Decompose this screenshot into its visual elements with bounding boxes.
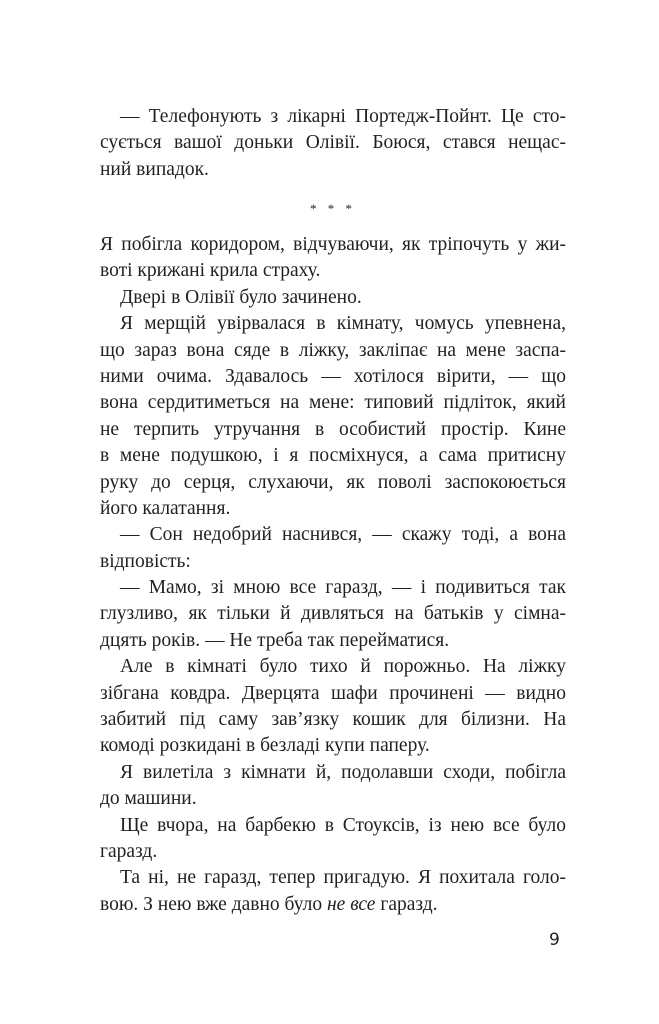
paragraph-block-phone-call: [100, 104, 566, 183]
text-line: забитий під саму зав’язку кошик для білизни. На: [100, 709, 566, 731]
text-line: зібгана ковдра. Дверцята шафи прочинені — видно: [100, 682, 566, 704]
text-line: Я вилетіла з кімнати й, подолавши сходи, побігла: [120, 761, 566, 783]
text-line: — Телефонують з лікарні Портедж-Пойнт. Це сто-: [120, 106, 566, 127]
paragraph-block-main: [100, 232, 566, 918]
page-number: 9: [549, 930, 560, 950]
text-line: Я мерщій увірвалася в кімнату, чомусь упевнена,: [120, 313, 566, 335]
text-line: Та ні, не гаразд, тепер пригадую. Я похитала голо-: [120, 867, 566, 889]
text-line: відповість:: [100, 550, 191, 572]
text-line: [100, 892, 566, 918]
text-line: гаразд.: [100, 840, 158, 862]
text-line: — Мамо, зі мною все гаразд, — і подивиться так: [120, 577, 566, 599]
text-line: в мене подушкою, і я посміхнуся, а сама притисну: [100, 445, 566, 467]
text-line: Я побігла коридором, відчуваючи, як тріпочуть у жи-: [100, 234, 566, 255]
text-segment: вою. З нею вже давно було: [100, 893, 327, 915]
text-segment: гаразд.: [375, 893, 438, 915]
text-line: руку до серця, слухаючи, як поволі заспокоюється: [100, 471, 566, 493]
text-line: — Сон недобрий наснився, — скажу тоді, а вона: [120, 524, 566, 546]
section-break: * * *: [310, 201, 356, 216]
text-line: сується вашої доньки Олівії. Боюся, стався нещас-: [100, 132, 566, 154]
text-line: дцять років. — Не треба так перейматися.: [100, 629, 450, 651]
text-line: Ще вчора, на барбекю в Стоуксів, із нею все було: [120, 814, 566, 836]
italic-emphasis: не все: [326, 893, 376, 915]
text-line: комоді розкидані в безладі купи паперу.: [100, 735, 430, 757]
text-line: його калатання.: [100, 497, 231, 519]
text-line: що зараз вона сяде в ліжку, закліпає на мене заспа-: [100, 339, 566, 361]
text-line: воті крижані крила страху.: [100, 260, 321, 282]
text-line: ними очима. Здавалось — хотілося вірити, — що: [100, 365, 566, 387]
text-line: Двері в Олівії було зачинено.: [120, 286, 362, 308]
text-line: глузливо, як тільки й дивляться на батьків у сімна-: [100, 603, 566, 625]
text-line: до машини.: [100, 788, 197, 810]
text-line: Але в кімнаті було тихо й порожньо. На ліжку: [120, 656, 566, 678]
text-line: ний випадок.: [100, 158, 209, 180]
text-line: вона сердитиметься на мене: типовий підліток, який: [100, 392, 566, 414]
text-line: не терпить утручання в особистий простір. Кине: [100, 418, 566, 440]
